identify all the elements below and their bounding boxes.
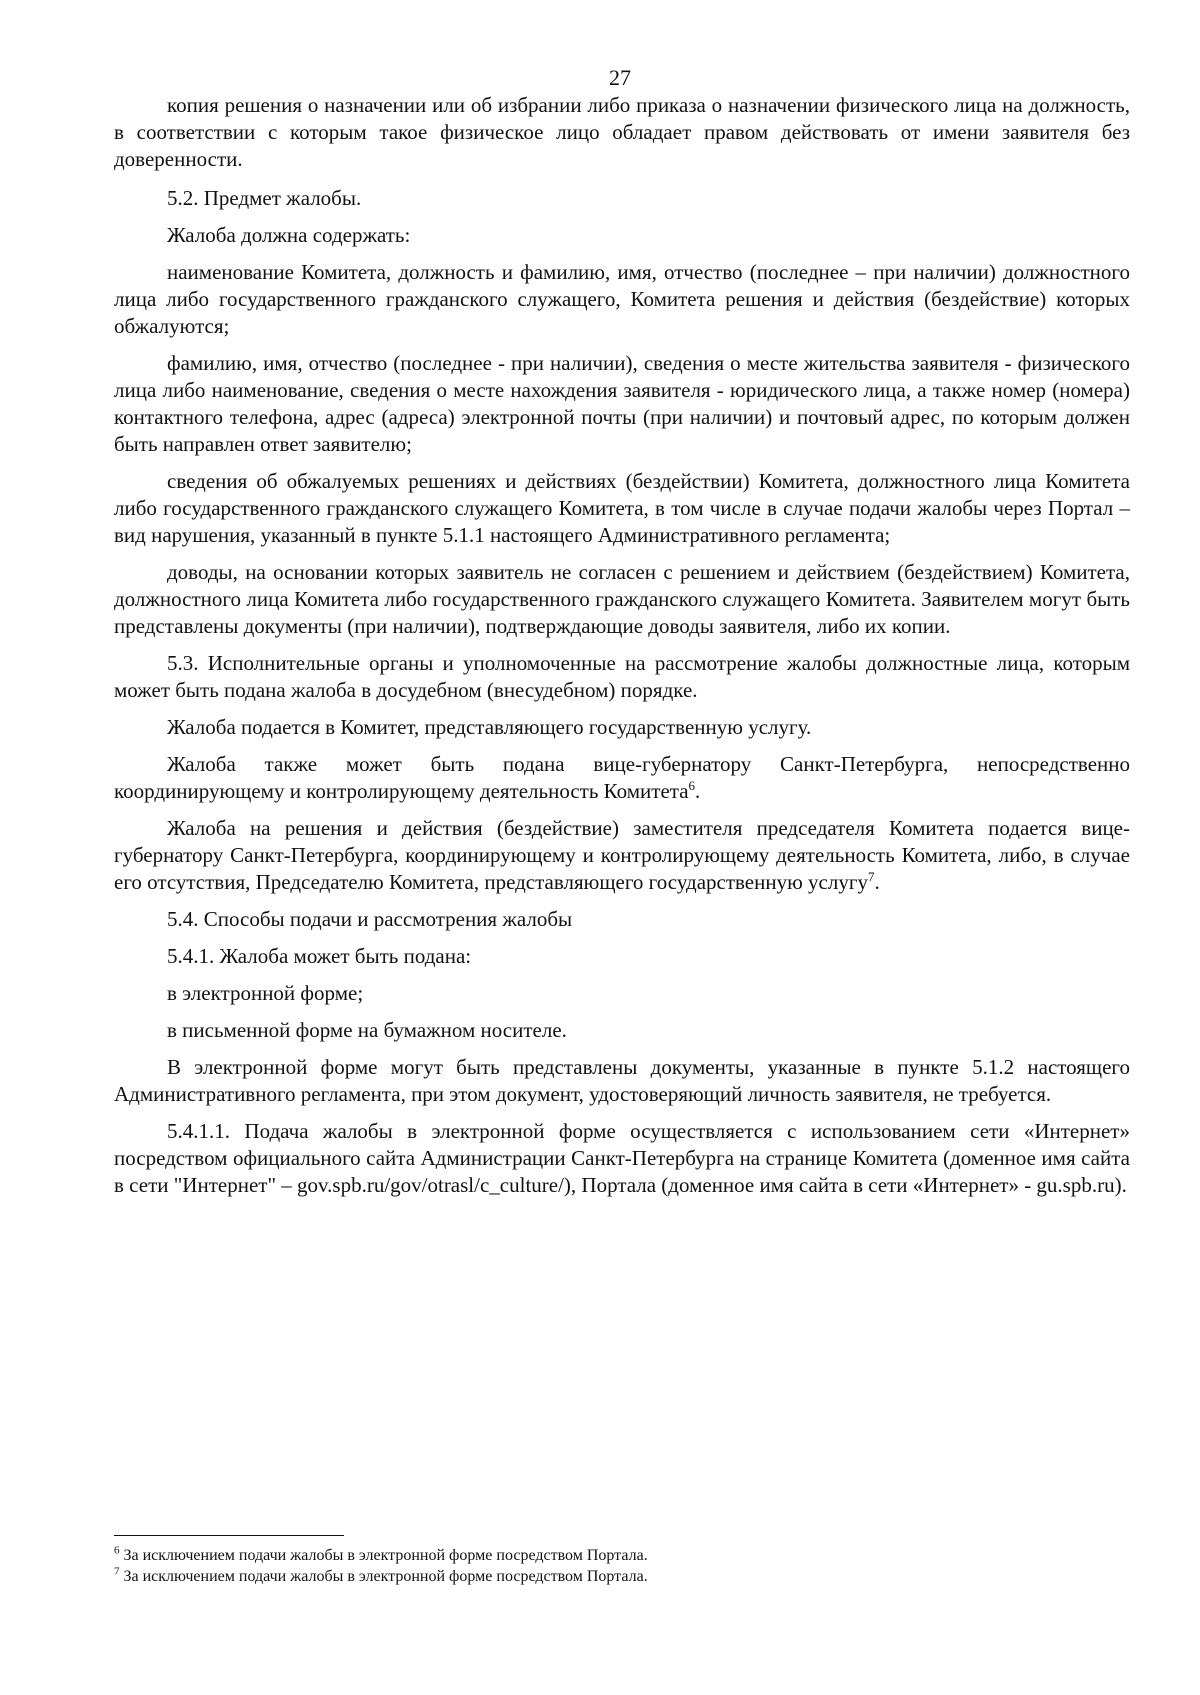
footnote: [114, 1545, 1130, 1566]
footnote-reference: 6: [688, 778, 696, 793]
paragraph-end: .: [695, 779, 701, 803]
paragraph: сведения об обжалуемых решениях и действиях (бездействии) Комитета, должностного лица Комитета либо государственного гражданского служащего Комитета, в том числе в случае подачи жалобы через Портал – вид нарушения, указанный в пункте 5.1.1 настоящего Административного регламента;: [114, 469, 1130, 547]
paragraph: 5.4.1.1. Подача жалобы в электронной форме осуществляется с использованием сети «Интернет» посредством официального сайта Администрации Санкт-Петербурга на странице Комитета (доменное имя сайта в сети "Интернет" – gov.spb.ru/gov/otrasl/c_culture/), Портала (доменное имя сайта в сети «Интернет» - gu.spb.ru).: [114, 1119, 1130, 1197]
paragraph-text: Жалоба на решения и действия (бездействие) заместителя председателя Комитета подается вице-губернатору Санкт-Петербурга, координирующему и контролирующему деятельность Комитета, либо, в случае его отсутствия, Председателю Комитета, представляющего государственную услугу: [114, 816, 1130, 894]
paragraph-end: .: [874, 870, 880, 894]
paragraph: Жалоба должна содержать:: [167, 223, 411, 247]
footnote-divider: [114, 1535, 344, 1536]
paragraph: доводы, на основании которых заявитель не согласен с решением и действием (бездействием) Комитета, должностного лица Комитета либо государственного гражданского служащего Комитета. Заявителем могут быть представлены документы (при наличии), подтверждающие доводы заявителя, либо их копии.: [114, 560, 1130, 638]
list-item: в электронной форме;: [167, 981, 364, 1005]
footnote: [114, 1566, 1130, 1587]
subsection-heading: 5.4.1. Жалоба может быть подана:: [167, 944, 472, 968]
paragraph: копия решения о назначении или об избрании либо приказа о назначении физического лица на должность, в соответствии с которым такое физическое лицо обладает правом действовать от имени заявителя без доверенности.: [114, 93, 1130, 171]
footnote-text: За исключением подачи жалобы в электронной форме посредством Портала.: [123, 1568, 648, 1585]
section-heading: 5.2. Предмет жалобы.: [167, 186, 362, 210]
paragraph: В электронной форме могут быть представлены документы, указанные в пункте 5.1.2 настоящего Административного регламента, при этом документ, удостоверяющий личность заявителя, не требуется.: [114, 1055, 1130, 1106]
paragraph-text: Жалоба также может быть подана вице-губернатору Санкт-Петербурга, непосредственно координирующему и контролирующему деятельность Комитета: [114, 752, 1130, 803]
section-heading: 5.3. Исполнительные органы и уполномоченные на рассмотрение жалобы должностные лица, которым может быть подана жалоба в досудебном (внесудебном) порядке.: [114, 651, 1130, 702]
footnote-reference: 7: [867, 869, 875, 884]
footnote-text: За исключением подачи жалобы в электронной форме посредством Портала.: [123, 1547, 648, 1564]
paragraph: фамилию, имя, отчество (последнее - при наличии), сведения о месте жительства заявителя - физического лица либо наименование, сведения о месте нахождения заявителя - юридического лица, а также номер (номера) контактного телефона, адрес (адреса) электронной почты (при наличии) и почтовый адрес, по которым должен быть направлен ответ заявителю;: [114, 351, 1130, 456]
footnote-mark: 6: [114, 1544, 120, 1557]
paragraph: Жалоба подается в Комитет, представляющего государственную услугу.: [167, 715, 812, 739]
section-heading: 5.4. Способы подачи и рассмотрения жалобы: [167, 907, 573, 931]
paragraph: наименование Комитета, должность и фамилию, имя, отчество (последнее – при наличии) должностного лица либо государственного гражданского служащего, Комитета решения и действия (бездействие) которых обжалуются;: [114, 260, 1130, 338]
document-body: [114, 92, 1130, 1209]
paragraph-with-footnote: [114, 751, 1130, 805]
list-item: в письменной форме на бумажном носителе.: [167, 1018, 567, 1042]
footnotes: [114, 1545, 1130, 1587]
page-number: 27: [609, 65, 631, 90]
paragraph-with-footnote: [114, 815, 1130, 896]
footnote-mark: 7: [114, 1565, 120, 1578]
